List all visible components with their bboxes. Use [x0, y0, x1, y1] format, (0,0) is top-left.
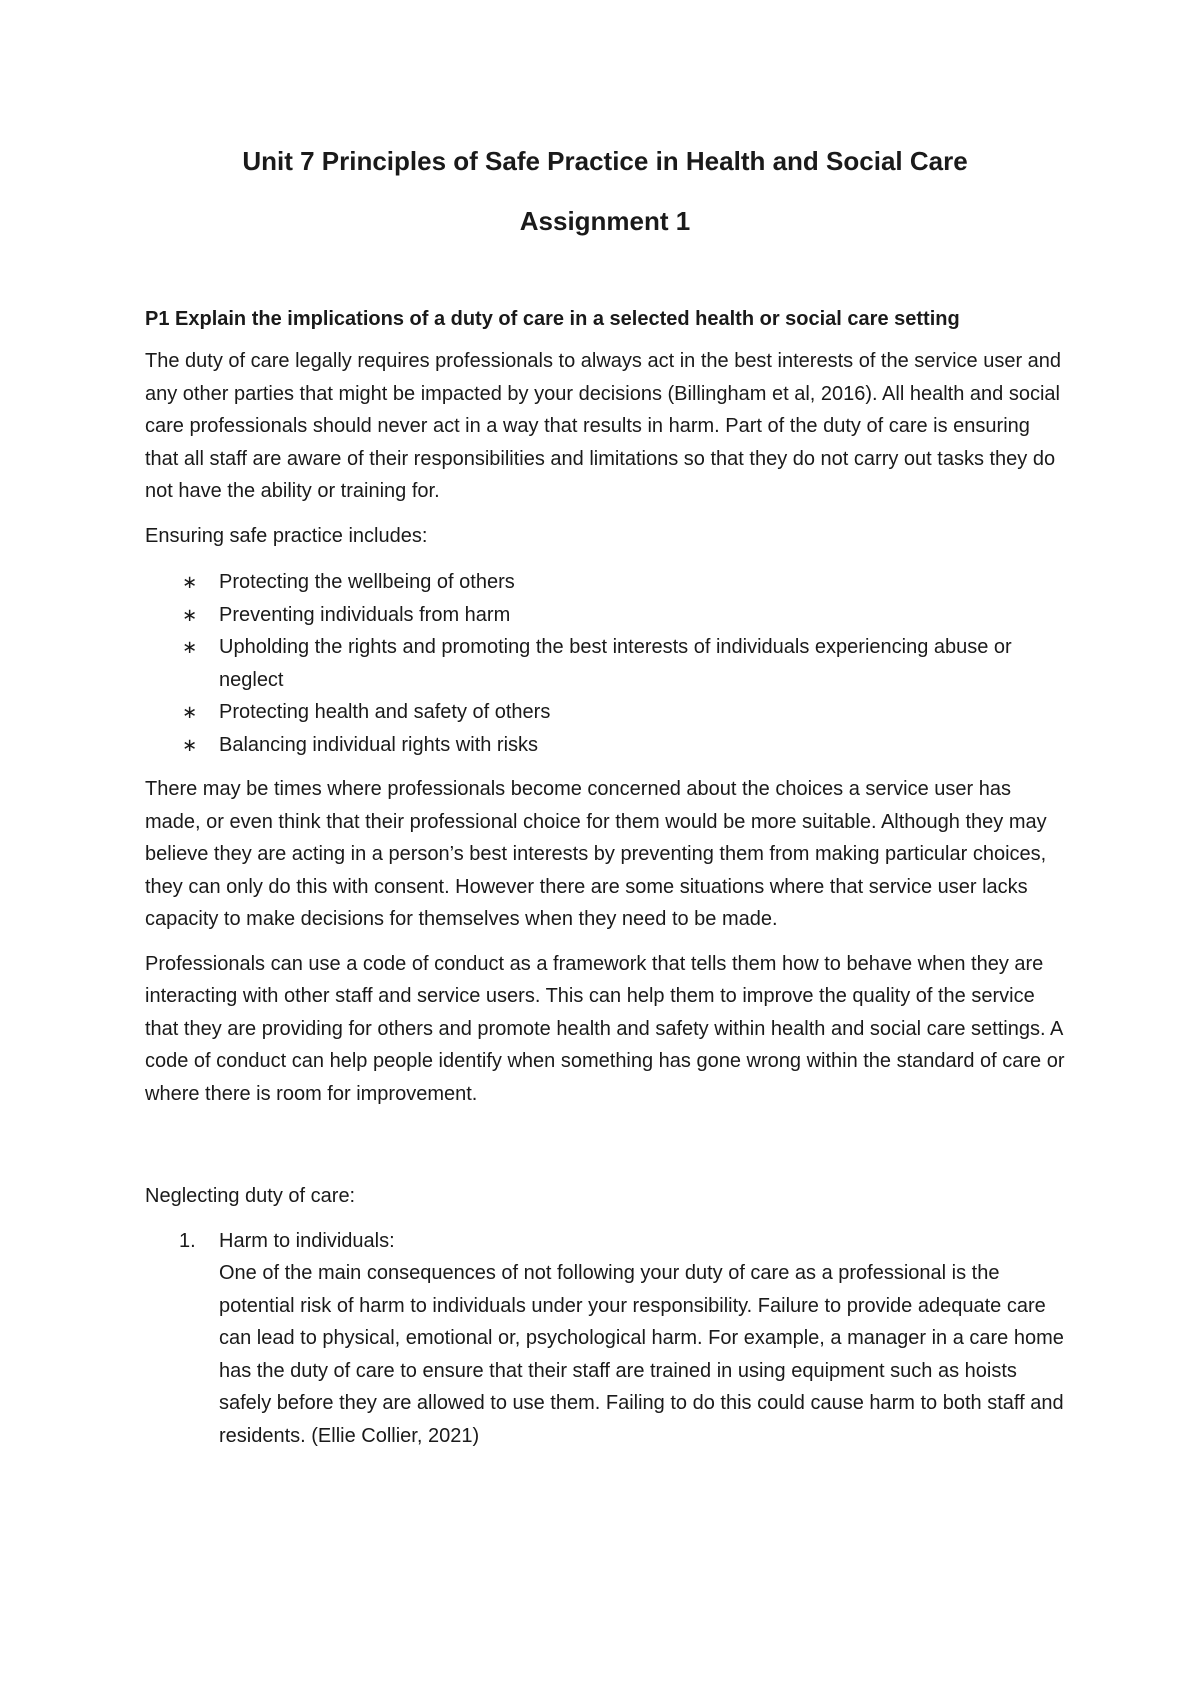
neglecting-paragraph: Neglecting duty of care: [145, 1185, 356, 1207]
list-item [145, 696, 1065, 729]
bullet-icon: ∗ [182, 572, 198, 592]
item-number: 1. [179, 1229, 196, 1252]
intro-paragraph: The duty of care legally requires professionals to always act in the best interests of the service user and any other parties that might be impacted by your decisions (Billingham et al, 2016). All health and social care professionals should never act in a way that results in harm. Part of the duty of care is ensuring that all staff are aware of their responsibilities and limitations so that they do not carry out tasks they do not have the ability or training for. [145, 350, 1062, 502]
bullet-icon: ∗ [182, 637, 198, 657]
numbered-list [145, 1225, 1065, 1453]
list-item [145, 566, 1065, 599]
spacer [145, 1110, 1065, 1168]
bullet-icon: ∗ [182, 702, 198, 722]
document-body [145, 145, 1065, 1452]
list-item [145, 631, 1065, 696]
document-title: Unit 7 Principles of Safe Practice in Health and Social Care [242, 146, 968, 176]
list-item [145, 729, 1065, 762]
bullet-list [145, 566, 1065, 761]
numbered-item [145, 1225, 1065, 1453]
section-heading: P1 Explain the implications of a duty of care in a selected health or social care setting [145, 308, 960, 330]
list-item-text: Protecting the wellbeing of others [219, 571, 515, 593]
list-item [145, 599, 1065, 632]
ensuring-paragraph: Ensuring safe practice includes: [145, 524, 428, 547]
numbered-item-title: Harm to individuals: [219, 1229, 395, 1252]
numbered-item-body: One of the main consequences of not following your duty of care as a professional is the potential risk of harm to individuals under your responsibility. Failure to provide adequate care can lead to physical, emotional or, psychological harm. For example, a manager in a care home has the duty of care to ensure that their staff are trained in using equipment such as hoists safely before they are allowed to use them. Failing to do this could cause harm to both staff and residents. (Ellie Collier, 2021) [219, 1262, 1064, 1447]
list-item-text: Upholding the rights and promoting the best interests of individuals experiencing abuse or neglect [219, 636, 1012, 691]
list-item-text: Preventing individuals from harm [219, 603, 511, 626]
list-item-text: Protecting health and safety of others [219, 701, 551, 723]
list-item-text: Balancing individual rights with risks [219, 733, 539, 756]
concern-paragraph: There may be times where professionals become concerned about the choices a service user has made, or even think that their professional choice for them would be more suitable. Although they may believe they are acting in a person’s best interests by preventing them from making particular choices, they can only do this with consent. However there are some situations where that service user lacks capacity to make decisions for themselves when they need to be made. [145, 778, 1047, 930]
bullet-icon: ∗ [182, 604, 198, 625]
bullet-icon: ∗ [182, 734, 198, 755]
document-subtitle: Assignment 1 [519, 206, 691, 236]
code-of-conduct-paragraph: Professionals can use a code of conduct as a framework that tells them how to behave when they are interacting with other staff and service users. This can help them to improve the quality of the service that they are providing for others and promote health and safety within health and social care settings. A code of conduct can help people identify when something has gone wrong within the standard of care or where there is room for improvement. [145, 952, 1065, 1105]
